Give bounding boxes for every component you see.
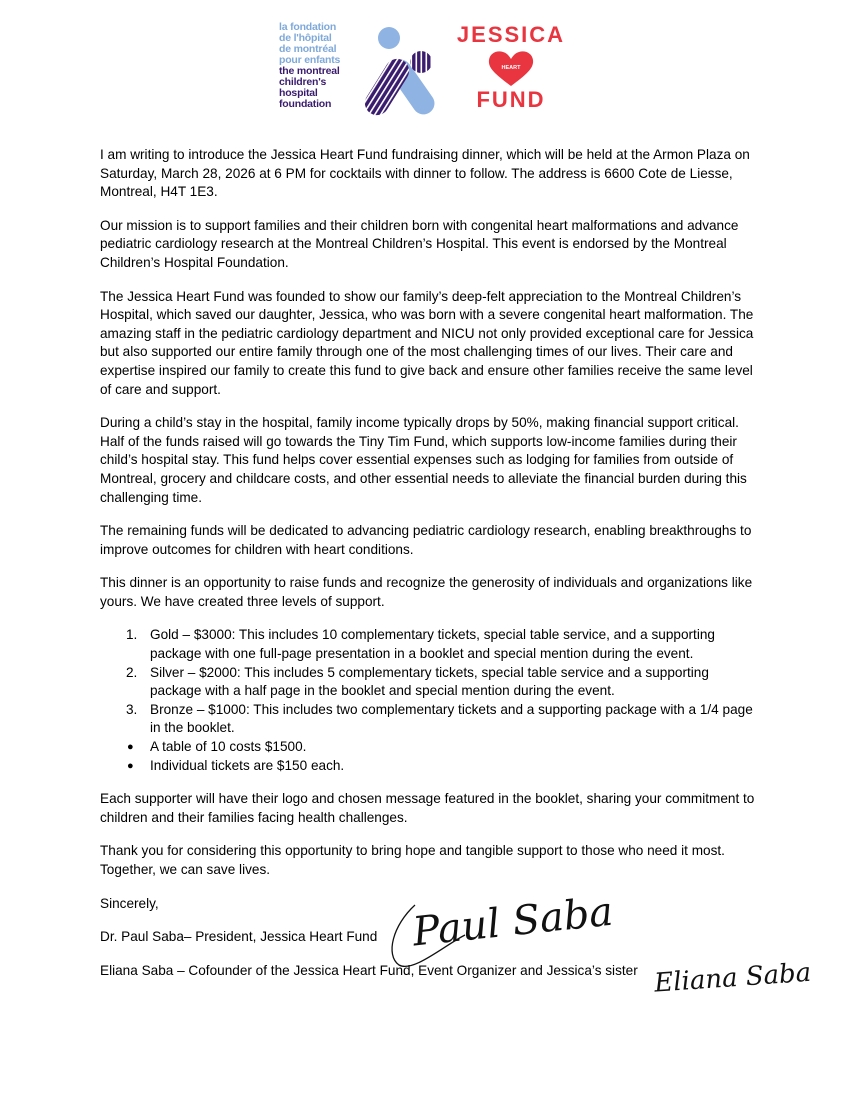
list-item xyxy=(100,626,760,663)
paragraph-history: The Jessica Heart Fund was founded to show our family’s deep-felt appreciation to the Montreal Children’s Hospital, which saved our daughter, Jessica, who was born with a severe congenital heart malformation. The amazing staff in the pediatric cardiology department and NICU not only provided exceptional care for Jessica but also supported our entire family through one of the most challenging times of our lives. Their care and expertise inspired our family to create this fund to give back and ensure other families receive the same level of care and support. xyxy=(100,288,754,397)
list-item-text: A table of 10 costs $1500. xyxy=(150,739,307,755)
heart-icon xyxy=(487,50,535,88)
letter-body xyxy=(100,146,760,995)
mch-foundation-wordmark xyxy=(279,22,374,110)
list-item xyxy=(100,738,760,757)
list-item-text: Individual tickets are $150 each. xyxy=(150,757,345,773)
signature-paul-text: Paul Saba xyxy=(410,888,615,956)
list-item xyxy=(100,701,760,738)
bullet-icon: ● xyxy=(127,741,134,754)
mch-fr-line: de l'hôpital xyxy=(279,32,332,44)
paragraph-thanks: Thank you for considering this opportunity to bring hope and tangible support to those who need it most. Together, we can save lives. xyxy=(100,843,725,877)
jessica-heart-fund-logo xyxy=(451,22,571,117)
paragraph-financial-support: During a child’s stay in the hospital, family income typically drops by 50%, making financial support critical. Half of the funds raised will go towards the Tiny Tim Fund, which supports low-income families during their child’s hospital stay. This fund helps cover essential expenses such as lodging for families from outside of Montreal, grocery and childcare costs, and other essential needs to alleviate the financial burden during this challenging time. xyxy=(100,415,747,505)
mch-fr-line: de montréal xyxy=(279,43,337,55)
signature-paul-saba xyxy=(385,885,615,973)
signatory-eliana: Eliana Saba – Cofounder of the Jessica Heart Fund, Event Organizer and Jessica’s sister xyxy=(100,962,638,978)
signature-eliana-text: Eliana Saba xyxy=(653,957,813,999)
signatory-paul: Dr. Paul Saba– President, Jessica Heart Fund xyxy=(100,929,378,945)
list-item-text: Silver – $2000: This includes 5 complementary tickets, special table service and a supporting package with a half page in the booklet and special mention during the event. xyxy=(150,664,709,699)
sign-off: Sincerely, xyxy=(100,895,159,911)
list-item xyxy=(100,664,760,701)
paragraph-research: The remaining funds will be dedicated to advancing pediatric cardiology research, enabling breakthroughs to improve outcomes for children with heart conditions. xyxy=(100,523,752,557)
list-item-text: Bronze – $1000: This includes two complementary tickets and a supporting package with a 1/4 page in the booklet. xyxy=(150,701,753,736)
support-levels-list xyxy=(100,626,760,775)
bullet-icon: ● xyxy=(127,759,134,772)
list-marker: 3. xyxy=(126,701,138,717)
signature-eliana-saba xyxy=(650,945,850,1005)
mch-en-line: hospital xyxy=(279,87,318,99)
paragraph-intro: I am writing to introduce the Jessica Heart Fund fundraising dinner, which will be held at the Armon Plaza on Saturday, March 28, 2026 at 6 PM for cocktails with dinner to follow. The address is 6600 Cote de Liesse, Montreal, H4T 1E3. xyxy=(100,147,750,200)
mch-en-line: the montreal xyxy=(279,65,340,77)
jhf-fund: FUND xyxy=(476,87,546,112)
jhf-title: JESSICA xyxy=(456,22,566,47)
mch-foundation-logo-icon xyxy=(363,26,439,118)
mch-fr-line: pour enfants xyxy=(279,54,341,66)
mch-en-line: foundation xyxy=(279,98,332,110)
list-marker: 2. xyxy=(126,664,138,680)
list-item xyxy=(100,757,760,776)
mch-en-line: children's xyxy=(279,76,327,88)
paragraph-mission: Our mission is to support families and their children born with congenital heart malformations and advance pediatric cardiology research at the Montreal Children’s Hospital. This event is endorsed by the Montreal Children’s Hospital Foundation. xyxy=(100,217,739,270)
paragraph-booklet: Each supporter will have their logo and chosen message featured in the booklet, sharing your commitment to children and their families facing health challenges. xyxy=(100,791,755,825)
list-item-text: Gold – $3000: This includes 10 complementary tickets, special table service, and a supporting package with one full-page presentation in a booklet and special mention during the event. xyxy=(150,627,715,662)
list-marker: 1. xyxy=(126,627,138,643)
heart-label: HEART xyxy=(501,65,521,71)
paragraph-levels-intro: This dinner is an opportunity to raise funds and recognize the generosity of individuals and organizations like yours. We have created three levels of support. xyxy=(100,575,753,609)
mch-fr-line: la fondation xyxy=(279,21,337,33)
letterhead xyxy=(279,22,579,122)
